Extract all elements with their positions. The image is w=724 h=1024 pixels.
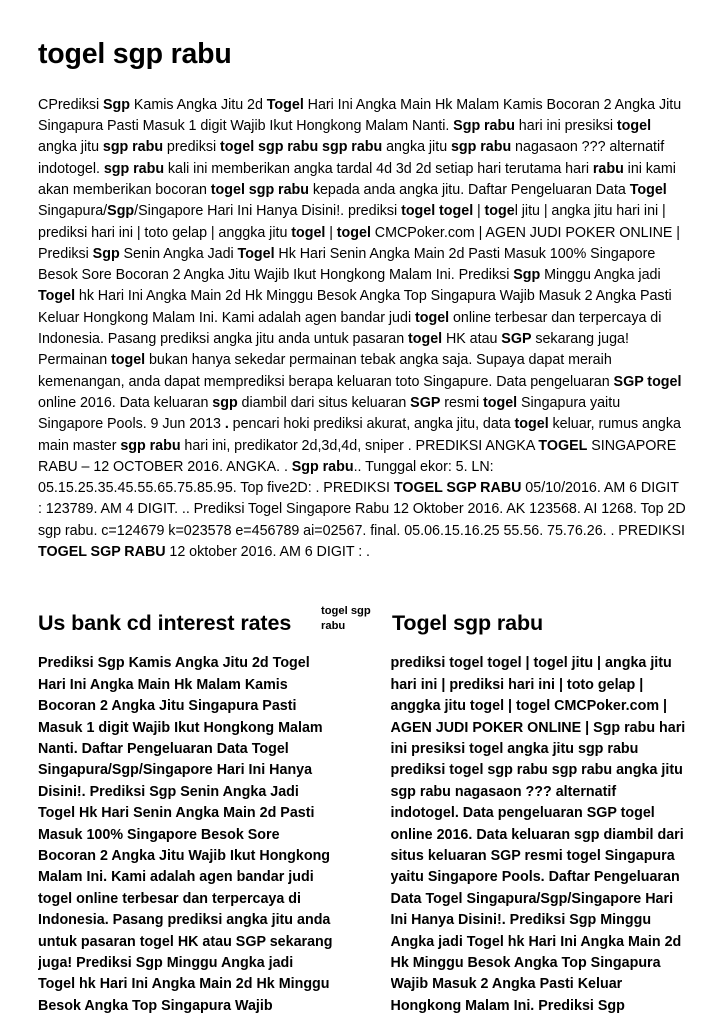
body-text-run: Kamis Angka Jitu 2d — [130, 96, 267, 113]
body-text-run: ini kami akan memberikan bocoran — [38, 160, 676, 198]
body-text-run: kepada anda angka jitu. Daftar Pengeluaran Data — [309, 181, 630, 198]
bold-keyword: Sgp — [103, 96, 131, 113]
body-text-run: | — [325, 224, 337, 241]
body-text-run: online terbesar dan terpercaya di Indonesia. Pasang prediksi angka jitu anda untuk pasaran — [38, 309, 662, 348]
body-text-run: hk Hari Ini Angka Main 2d Hk Minggu Besok Angka Top Singapura Wajib Masuk 2 Angka Pasti Keluar Hongkong Malam Ini. Kami adalah agen bandar judi — [38, 288, 672, 326]
bold-keyword: sgp rabu — [450, 139, 512, 156]
body-text-run: kali ini memberikan angka tardal 4d 3d 2d setiap hari terutama hari — [164, 160, 593, 177]
body-text-run: sekarang juga! Permainan — [38, 331, 629, 369]
bold-keyword: togel — [291, 224, 326, 241]
bold-keyword: togel — [336, 224, 371, 241]
bold-keyword: Togel — [38, 288, 76, 305]
left-column-body — [38, 653, 334, 1017]
bold-keyword: SGP — [410, 394, 441, 411]
body-text-run: CPrediksi — [38, 96, 103, 113]
bold-keyword: togel — [407, 331, 443, 348]
body-text-run: keluar, rumus angka main master — [38, 416, 681, 454]
bold-keyword: togel — [110, 352, 146, 369]
bold-keyword: . — [224, 416, 229, 433]
body-text-run: SINGAPORE RABU – 12 OCTOBER 2016. ANGKA. . — [38, 437, 677, 475]
right-column-paragraph: prediksi togel togel | togel jitu | angka jitu hari ini | prediksi hari ini | toto gelap | anggka jitu togel | togel CMCPoker.com | AGEN JUDI POKER ONLINE | Sgp rabu hari ini presiksi togel angka jitu sgp rabu prediksi togel sgp rabu sgp rabu angka jitu sgp rabu nagasaon ??? alternatif indotogel. Data pengeluaran SGP togel online 2016. Data keluaran sgp diambil dari situs keluaran SGP resmi togel Singapura yaitu Singapore Pools. Daftar Pengeluaran Data Togel Singapura/Sgp/Singapore Hari Ini Hanya Disini!. Prediksi Sgp Minggu Angka jadi Togel hk Hari Ini Angka Main 2d Hk Minggu Besok Angka Top Singapura Wajib Masuk 2 Angka Pasti Keluar Hongkong Malam Ini. Prediksi Sgp — [390, 655, 686, 1014]
bold-keyword: sgp rabu — [120, 437, 181, 454]
bold-keyword: SGP togel — [613, 373, 682, 390]
body-text-run: HK atau — [442, 331, 502, 348]
body-text-run: online 2016. Data keluaran — [38, 394, 213, 411]
body-text-run: Singapura yaitu Singapore Pools. 9 Jun 2013 — [38, 394, 621, 433]
bold-keyword: togel — [514, 416, 549, 433]
bold-keyword: TOGEL SGP RABU — [38, 544, 166, 560]
body-text-run: nagasaon ??? alternatif indotogel. — [38, 139, 665, 177]
bold-keyword: Togel — [629, 181, 667, 198]
bold-keyword: Sgp — [92, 245, 120, 262]
bold-keyword: sgp rabu — [102, 139, 164, 156]
bold-keyword: TOGEL — [538, 437, 588, 454]
body-text-run: .. Tunggal ekor: 5. LN: 05.15.25.35.45.55.65.75.85.95. Top five2D: . PREDIKSI — [38, 458, 494, 497]
bold-keyword: sgp rabu — [103, 160, 165, 177]
column-bodies-row — [38, 653, 686, 1017]
bold-keyword: togel sgp rabu sgp rabu — [220, 139, 383, 156]
bold-keyword: Sgp rabu — [453, 118, 515, 135]
body-text-run: resmi — [440, 394, 483, 411]
two-column-section — [38, 589, 686, 1017]
body-text-run: l jitu | angka jitu hari ini | prediksi hari ini | toto gelap | anggka jitu — [38, 203, 666, 241]
bold-keyword: SGP — [501, 331, 532, 348]
bold-keyword: Sgp rabu — [291, 458, 354, 475]
bold-keyword: toge — [484, 203, 515, 220]
body-text-run: CMCPoker.com | AGEN JUDI POKER ONLINE | Prediksi — [38, 224, 680, 262]
body-text-run: hari ini presiksi — [514, 118, 617, 135]
left-column-paragraph: Prediksi Sgp Kamis Angka Jitu 2d Togel Hari Ini Angka Main Hk Malam Kamis Bocoran 2 Angka Jitu Singapura Pasti Masuk 1 digit Wajib Ikut Hongkong Malam Nanti. Daftar Pengeluaran Data Togel Singapura/Sgp/Singapore Hari Ini Hanya Disini!. Prediksi Sgp Senin Angka Jadi Togel Hk Hari Senin Angka Main 2d Pasti Masuk 100% Singapore Besok Sore Bocoran 2 Angka Jitu Wajib Ikut Hongkong Malam Ini. Kami adalah agen bandar judi togel online terbesar dan terpercaya di Indonesia. Pasang prediksi angka jitu anda untuk pasaran togel HK atau SGP sekarang juga! Prediksi Sgp Minggu Angka jadi Togel hk Hari Ini Angka Main 2d Hk Minggu Besok Angka Top Singapura Wajib — [38, 655, 333, 1014]
right-column-body — [391, 653, 687, 1017]
left-column-heading: Us bank cd interest rates — [38, 610, 292, 635]
bold-keyword: Sgp — [513, 267, 541, 284]
bold-keyword: togel sgp rabu — [210, 181, 309, 198]
bold-keyword: togel — [482, 394, 518, 411]
body-text-run: 12 oktober 2016. AM 6 DIGIT : . — [165, 544, 370, 560]
body-text-run: bukan hanya sekedar permainan tebak angka saja. Supaya dapat meraih kemenangan, anda dapat memprediksi berapa keluaran toto Singapure. Data pengeluaran — [38, 352, 614, 390]
body-text-run: | — [473, 203, 485, 220]
bold-keyword: Togel — [237, 245, 275, 262]
bold-keyword: togel — [616, 118, 652, 135]
body-text-run: hari ini, predikator 2d,3d,4d, sniper . PREDIKSI ANGKA — [180, 437, 539, 454]
body-text-run: Senin Angka Jadi — [119, 245, 238, 262]
body-text-run: Singapura/ — [38, 203, 108, 220]
body-text-run: 05/10/2016. AM 6 DIGIT : 123789. AM 4 DIGIT. .. Prediksi Togel Singapore Rabu 12 Oktober 2016. AK 123568. AI 1268. Top 2D sgp rabu. c=124679 k=023578 e=456789 ai=02567. final. 05.06.15.16.25 55.56. 75.76.26. . PREDIKSI — [38, 480, 686, 539]
article-body-paragraph — [38, 95, 686, 564]
bold-keyword: TOGEL SGP RABU — [393, 480, 522, 497]
body-text-run: Minggu Angka jadi — [540, 267, 661, 284]
right-column-heading: Togel sgp rabu — [392, 610, 544, 635]
body-text-run: pencari hoki prediksi akurat, angka jitu, data — [228, 416, 515, 433]
bold-keyword: rabu — [592, 160, 624, 177]
column-headings-row — [38, 589, 686, 635]
body-text-run: diambil dari situs keluaran — [237, 394, 411, 411]
body-text-run: prediksi — [163, 139, 221, 156]
bold-keyword: togel togel — [401, 203, 474, 220]
body-text-run: Hari Ini Angka Main Hk Malam Kamis Bocoran 2 Angka Jitu Singapura Pasti Masuk 1 digit Wajib Ikut Hongkong Malam Nanti. — [38, 96, 682, 135]
body-text-run: angka jitu — [38, 139, 103, 156]
bold-keyword: Sgp — [107, 203, 135, 220]
body-text-run: /Singapore Hari Ini Hanya Disini!. prediksi — [134, 203, 402, 220]
bold-keyword: sgp — [212, 394, 238, 411]
inline-kicker-label: togel sgp rabu — [321, 605, 371, 632]
body-text-run: Hk Hari Senin Angka Main 2d Pasti Masuk 100% Singapore Besok Sore Bocoran 2 Angka Jitu Wajib Ikut Hongkong Malam Ini. Prediksi — [38, 245, 656, 284]
body-text-run: angka jitu — [382, 139, 451, 156]
bold-keyword: togel — [414, 309, 450, 326]
page-title: togel sgp rabu — [38, 38, 232, 70]
bold-keyword: Togel — [266, 96, 304, 113]
